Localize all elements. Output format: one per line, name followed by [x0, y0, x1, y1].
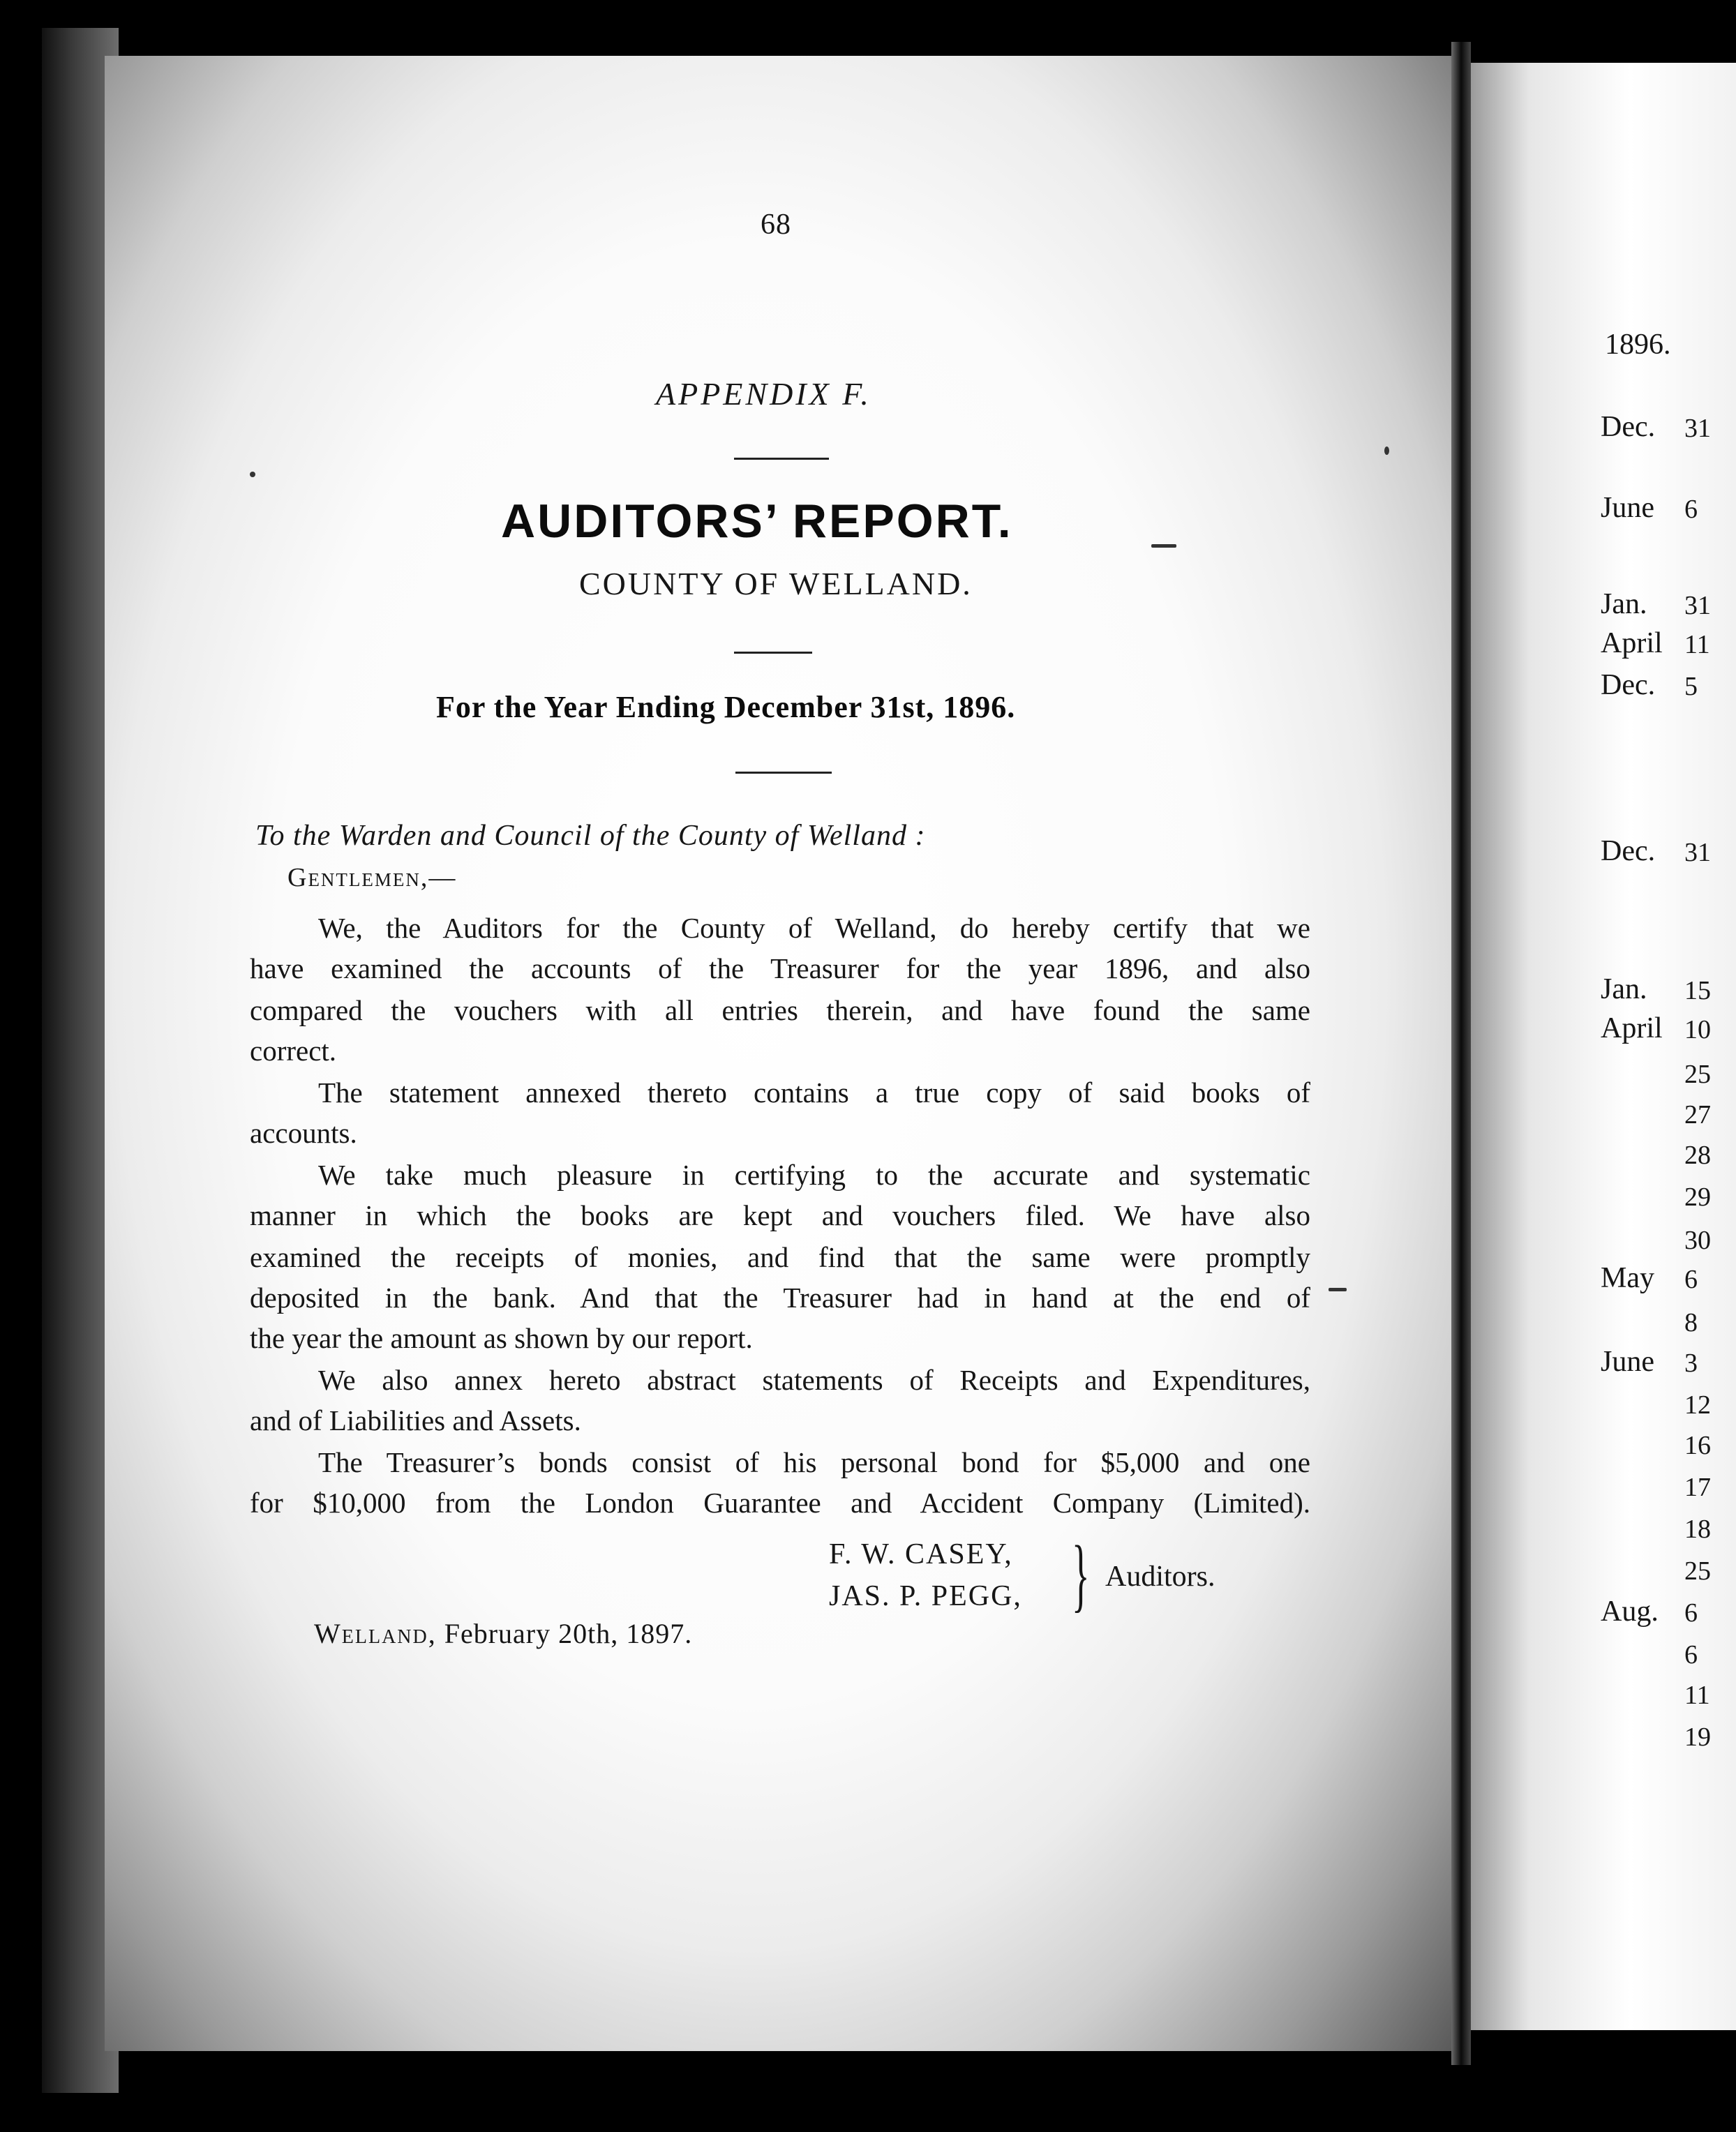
right-entry-month: April: [1601, 627, 1663, 659]
body-line: accounts.: [250, 1117, 357, 1149]
right-entry-month: Jan.: [1601, 973, 1647, 1005]
body-line: We take much pleasure in certifying to the accurate and systematic: [318, 1159, 1310, 1191]
right-entry-month: May: [1601, 1262, 1654, 1294]
right-entry-month: June: [1601, 1346, 1654, 1378]
place-and-date: [314, 1617, 692, 1650]
right-entry-month: April: [1601, 1012, 1663, 1044]
right-entry-day: 6: [1684, 1640, 1698, 1669]
body-line: We, the Auditors for the County of Welland, do hereby certify that we: [318, 912, 1310, 944]
right-entry-day: 31: [1684, 591, 1711, 620]
report-title: AUDITORS’ REPORT.: [501, 495, 1013, 548]
right-entry-day: 3: [1684, 1349, 1698, 1378]
body-line: compared the vouchers with all entries therein, and have found the same: [250, 994, 1310, 1026]
right-entry-day: 6: [1684, 495, 1698, 524]
divider-rule: [735, 772, 832, 774]
signatory-casey: F. W. CASEY,: [829, 1538, 1013, 1570]
right-entry-day: 11: [1684, 630, 1710, 659]
salutation: To the Warden and Council of the County of Welland :: [255, 820, 926, 852]
page-number: 68: [761, 209, 791, 241]
right-page-year: 1896.: [1605, 329, 1671, 361]
body-line: the year the amount as shown by our report.: [250, 1322, 753, 1354]
right-entry-day: 19: [1684, 1722, 1711, 1752]
scan-speck: [1151, 544, 1176, 548]
body-line: have examined the accounts of the Treasurer for the year 1896, and also: [250, 952, 1310, 984]
signatory-pegg: JAS. P. PEGG,: [829, 1580, 1022, 1612]
scan-speck: [1329, 1288, 1347, 1291]
signatory-role: Auditors.: [1105, 1561, 1215, 1593]
greeting: Gentlemen,—: [287, 863, 457, 892]
signature-brace: }: [1072, 1529, 1090, 1620]
divider-rule: [734, 652, 812, 654]
right-entry-month: Dec.: [1601, 835, 1656, 867]
county-subtitle: COUNTY OF WELLAND.: [579, 566, 973, 601]
scan-speck: [1384, 446, 1389, 455]
body-line: deposited in the bank. And that the Treasurer had in hand at the end of: [250, 1282, 1310, 1314]
right-entry-day: 17: [1684, 1473, 1711, 1502]
right-entry-day: 12: [1684, 1390, 1711, 1420]
right-entry-month: Aug.: [1601, 1596, 1659, 1628]
right-entry-month: June: [1601, 492, 1654, 524]
scan-speck: [250, 472, 255, 477]
right-entry-day: 27: [1684, 1100, 1711, 1129]
right-entry-day: 10: [1684, 1015, 1711, 1044]
divider-rule: [734, 458, 829, 460]
year-heading: For the Year Ending December 31st, 1896.: [436, 690, 1016, 724]
right-entry-day: 29: [1684, 1183, 1711, 1212]
right-entry-day: 30: [1684, 1226, 1711, 1255]
right-entry-day: 5: [1684, 672, 1698, 701]
right-entry-day: 31: [1684, 838, 1711, 867]
right-entry-day: 8: [1684, 1308, 1698, 1337]
appendix-heading: APPENDIX F.: [656, 376, 871, 412]
book-gutter: [1451, 42, 1471, 2065]
body-line: manner in which the books are kept and vouchers filed. We have also: [250, 1199, 1310, 1231]
body-line: and of Liabilities and Assets.: [250, 1404, 581, 1436]
right-entry-day: 25: [1684, 1060, 1711, 1089]
right-entry-day: 25: [1684, 1556, 1711, 1586]
right-entry-month: Dec.: [1601, 411, 1656, 443]
right-entry-day: 18: [1684, 1515, 1711, 1544]
right-entry-day: 11: [1684, 1681, 1710, 1710]
body-line: The Treasurer’s bonds consist of his personal bond for $5,000 and one: [318, 1446, 1310, 1478]
right-entry-day: 31: [1684, 414, 1711, 443]
right-entry-day: 15: [1684, 976, 1711, 1005]
place: Welland,: [314, 1618, 437, 1649]
right-entry-month: Dec.: [1601, 669, 1656, 701]
date: February 20th, 1897.: [444, 1618, 693, 1649]
right-entry-month: Jan.: [1601, 588, 1647, 620]
body-line: for $10,000 from the London Guarantee and Accident Company (Limited).: [250, 1487, 1310, 1519]
right-entry-day: 6: [1684, 1265, 1698, 1294]
body-line: examined the receipts of monies, and find that the same were promptly: [250, 1241, 1310, 1273]
body-line: The statement annexed thereto contains a true copy of said books of: [318, 1076, 1310, 1109]
body-line: correct.: [250, 1035, 337, 1067]
body-line: We also annex hereto abstract statements of Receipts and Expenditures,: [318, 1364, 1310, 1396]
right-entry-day: 16: [1684, 1431, 1711, 1460]
right-entry-day: 28: [1684, 1141, 1711, 1170]
right-entry-day: 6: [1684, 1598, 1698, 1628]
